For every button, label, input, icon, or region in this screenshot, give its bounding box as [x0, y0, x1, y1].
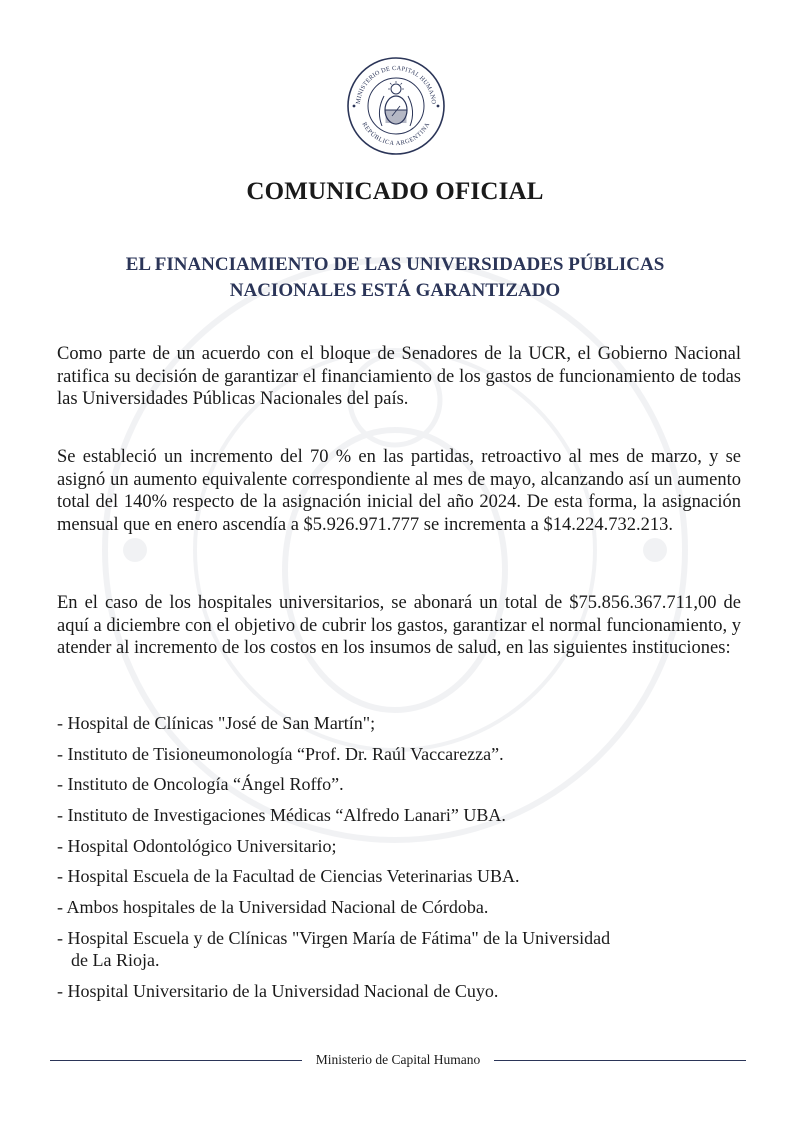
- seal-ring-bottom-text: REPÚBLICA ARGENTINA: [360, 121, 432, 148]
- list-item: - Hospital Escuela de la Facultad de Ciencias Veterinarias UBA.: [57, 866, 520, 887]
- paragraph-agreement: Como parte de un acuerdo con el bloque de Senadores de la UCR, el Gobierno Nacional ratifica su decisión de garantizar el financiamiento de los gastos de funcionamiento de todas las Universidades Públicas Nacionales del país.: [57, 344, 741, 409]
- list-item: - Hospital Universitario de la Universidad Nacional de Cuyo.: [57, 980, 499, 1001]
- coat-of-arms-seal-icon: [346, 56, 446, 156]
- list-item-line-1: - Hospital Escuela y de Clínicas "Virgen María de Fátima" de la Universidad: [57, 927, 611, 948]
- paragraph-hospitals: En el caso de los hospitales universitarios, se abonará un total de $75.856.367.711,00 de aquí a diciembre con el objetivo de cubrir los gastos, garantizar el normal funcionamiento, y atender al incremento de los costos en los insumos de salud, en las siguientes instituciones:: [57, 593, 741, 658]
- list-item-line-2: de La Rioja.: [71, 949, 160, 970]
- footer-divider-right: [494, 1060, 746, 1061]
- institutions-list: [57, 712, 747, 1010]
- list-item: - Hospital Odontológico Universitario;: [57, 835, 337, 856]
- footer: [50, 1050, 746, 1070]
- footer-text: Ministerio de Capital Humano: [315, 1052, 481, 1067]
- list-item: - Instituto de Oncología “Ángel Roffo”.: [57, 774, 344, 795]
- subtitle: [60, 252, 730, 304]
- subtitle-line-2: NACIONALES ESTÁ GARANTIZADO: [229, 280, 561, 301]
- seal-ring-top-text: MINISTERIO DE CAPITAL HUMANO: [354, 64, 438, 105]
- list-item: - Instituto de Investigaciones Médicas “Alfredo Lanari” UBA.: [57, 805, 506, 826]
- svg-text:MINISTERIO DE CAPITAL HUMANO: [355, 65, 437, 105]
- footer-divider-left: [50, 1060, 302, 1061]
- page-title: COMUNICADO OFICIAL: [246, 178, 544, 205]
- list-item: - Hospital de Clínicas "José de San Martín";: [57, 713, 376, 733]
- list-item: - Ambos hospitales de la Universidad Nacional de Córdoba.: [57, 897, 489, 918]
- subtitle-line-1: EL FINANCIAMIENTO DE LAS UNIVERSIDADES PÚBLICAS: [125, 254, 665, 275]
- list-item: [57, 927, 747, 971]
- paragraph-increase: Se estableció un incremento del 70 % en las partidas, retroactivo al mes de marzo, y se asignó un aumento equivalente correspondiente al mes de mayo, alcanzando así un aumento total del 140% respecto de la asignación inicial del año 2024. De esta forma, la asignación mensual que en enero ascendía a $5.926.971.777 se incrementa a $14.224.732.213.: [57, 447, 741, 535]
- list-item: - Instituto de Tisioneumonología “Prof. Dr. Raúl Vaccarezza”.: [57, 743, 504, 764]
